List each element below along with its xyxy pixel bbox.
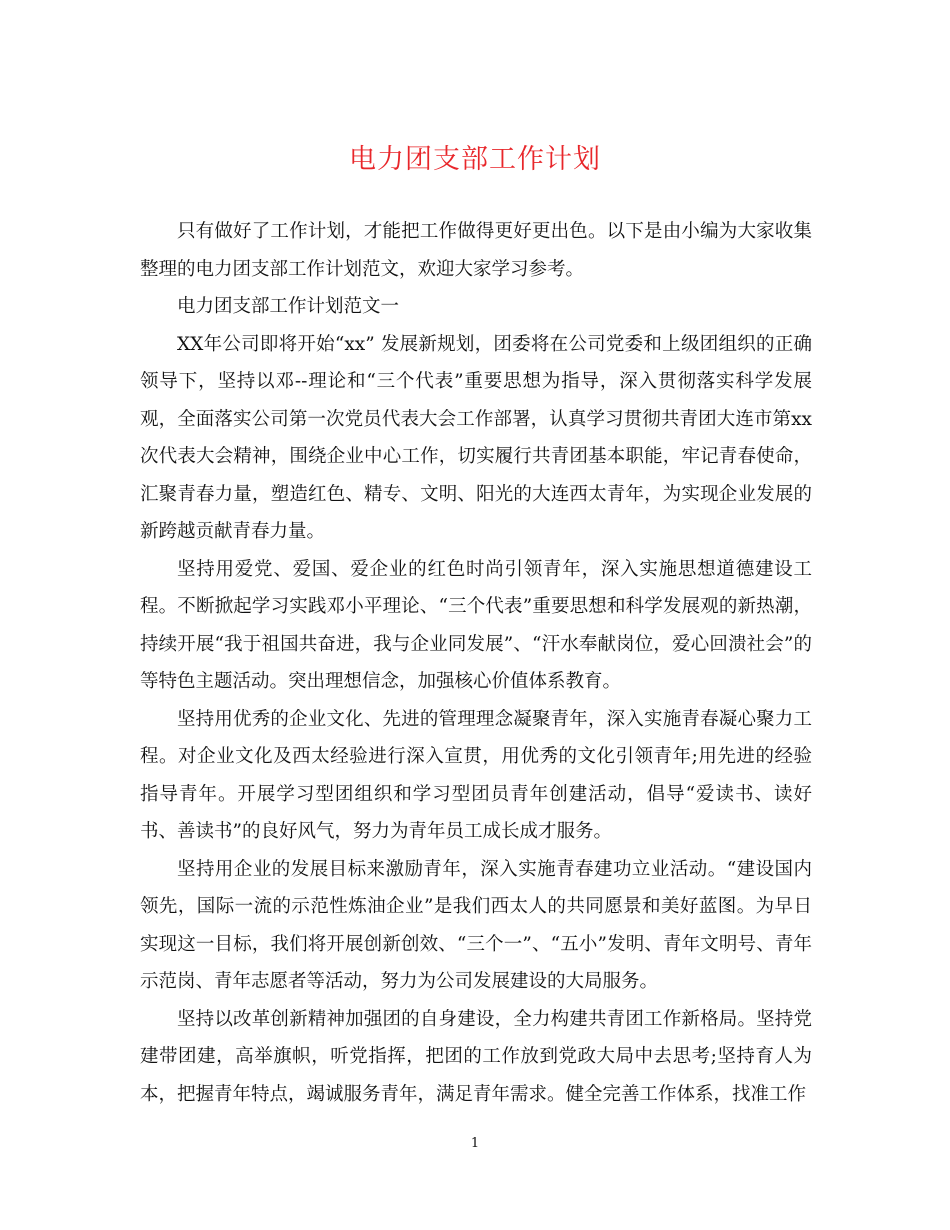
body-paragraph: 坚持用爱党、爱国、爱企业的红色时尚引领青年，深入实施思想道德建设工程。不断掀起学习实践邓小平理论、“三个代表”重要思想和科学发展观的新热潮，持续开展“我于祖国共奋进，我与企业同发展”、“汗水奉献岗位，爱心回溃社会”的等特色主题活动。突出理想信念，加强核心价值体系教育。 xyxy=(140,558,812,692)
body-paragraph: 坚持以改革创新精神加强团的自身建设，全力构建共青团工作新格局。坚持党建带团建，高举旗帜，听党指挥，把团的工作放到党政大局中去思考;坚持育人为本，把握青年特点，竭诚服务青年，满足青年需求。健全完善工作体系，找准工作 xyxy=(140,1008,812,1105)
page-number: 1 xyxy=(470,1136,480,1151)
intro-paragraph: 只有做好了工作计划，才能把工作做得更好更出色。以下是由小编为大家收集整理的电力团支部工作计划范文，欢迎大家学习参考。 xyxy=(140,221,812,280)
document-body xyxy=(140,213,812,1113)
body-paragraph: 坚持用优秀的企业文化、先进的管理理念凝聚青年，深入实施青春凝心聚力工程。对企业文化及西太经验进行深入宣贯，用优秀的文化引领青年;用先进的经验指导青年。开展学习型团组织和学习型团员青年创建活动，倡导“爱读书、读好书、善读书”的良好风气，努力为青年员工成长成才服务。 xyxy=(140,708,812,842)
body-paragraph: 坚持用企业的发展目标来激励青年，深入实施青春建功立业活动。“建设国内领先，国际一流的示范性炼油企业”是我们西太人的共同愿景和美好蓝图。为早日实现这一目标，我们将开展创新创效、“三个一”、“五小”发明、青年文明号、青年示范岗、青年志愿者等活动，努力为公司发展建设的大局服务。 xyxy=(140,858,812,992)
document-title: 电力团支部工作计划 xyxy=(349,144,601,175)
body-paragraph: XX年公司即将开始“xx” 发展新规划，团委将在公司党委和上级团组织的正确领导下，坚持以邓--理论和“三个代表”重要思想为指导，深入贯彻落实科学发展观，全面落实公司第一次党员代表大会工作部署，认真学习贯彻共青团大连市第xx次代表大会精神，围绕企业中心工作，切实履行共青团基本职能，牢记青春使命，汇聚青春力量，塑造红色、精专、文明、阳光的大连西太青年，为实现企业发展的新跨越贡献青春力量。 xyxy=(140,333,812,542)
section-heading: 电力团支部工作计划范文一 xyxy=(177,296,400,317)
